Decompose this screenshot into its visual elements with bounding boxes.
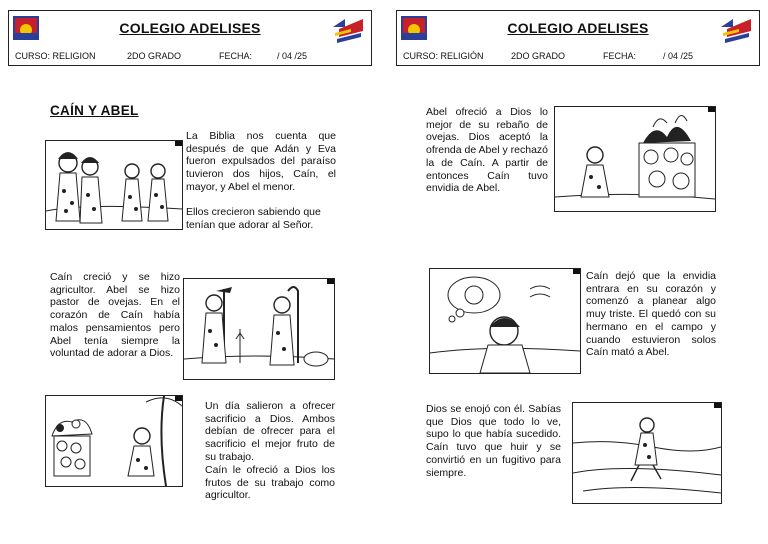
flag-logo-icon: [719, 15, 753, 45]
illustration-abel-altar: [554, 106, 716, 212]
date-label: FECHA:: [219, 51, 253, 61]
paragraph-intro-2: Ellos crecieron sabiendo que tenían que adorar al Señor.: [186, 206, 321, 231]
school-name: COLEGIO ADELISES: [119, 20, 261, 36]
flag-logo-icon: [331, 15, 365, 45]
paragraph-sacrifice-2: Caín le ofreció a Dios los frutos de su trabajo como agricultor.: [205, 464, 335, 502]
worksheet-page-left: [8, 6, 372, 536]
date-value: / 04 /25: [663, 51, 694, 61]
paragraph-intro: La Biblia nos cuenta que después de que Adán y Eva fueron expulsados del paraíso tuvieron dos hijos, Caín, el mayor, y Abel el menor.: [186, 130, 336, 193]
course-label: CURSO: RELIGIÓN: [403, 51, 484, 61]
illustration-cain-offering: [45, 395, 183, 487]
grade-label: 2DO GRADO: [511, 51, 566, 61]
worksheet-header-right: [396, 10, 760, 66]
worksheet-page-right: [396, 6, 760, 536]
lesson-title: CAÍN Y ABEL: [50, 103, 139, 118]
date-value: / 04 /25: [277, 51, 308, 61]
illustration-cain-fleeing: [572, 402, 722, 504]
paragraph-abel-offering: Abel ofreció a Dios lo mejor de su rebaño de ovejas. Dios aceptó la ofrenda de Abel y rechazó la de Caín. A partir de entonces Caín tuvo envidia de Abel.: [426, 106, 549, 195]
school-name: COLEGIO ADELISES: [507, 20, 649, 36]
paragraph-envy: Caín dejó que la envidia entrara en su corazón y comenzó a planear algo muy triste. El quedó con su hermano en el campo y cuando estuvieron solos Caín mató a Abel.: [586, 270, 716, 359]
illustration-family: [45, 140, 183, 230]
paragraph-sacrifice: Un día salieron a ofrecer sacrificio a Dios. Ambos debían de ofrecer para el sacrificio el mejor fruto de su trabajo.: [205, 400, 335, 463]
illustration-farmer-shepherd: [183, 278, 335, 380]
paragraph-professions: Caín creció y se hizo agricultor. Abel se hizo pastor de ovejas. En el corazón de Caín había malos pensamientos pero Abel tenía siempre la voluntad de adorar a Dios.: [50, 271, 180, 360]
course-label: CURSO: RELIGION: [15, 51, 96, 61]
illustration-cain-thinking: [429, 268, 581, 374]
date-label: FECHA:: [603, 51, 637, 61]
grade-label: 2DO GRADO: [127, 51, 182, 61]
worksheet-header-left: [8, 10, 372, 66]
paragraph-fugitive: Dios se enojó con él. Sabías que Dios que todo lo ve, supo lo que había sucedido. Caín tuvo que huir y se convirtió en un fugitivo para siempre.: [426, 403, 561, 479]
